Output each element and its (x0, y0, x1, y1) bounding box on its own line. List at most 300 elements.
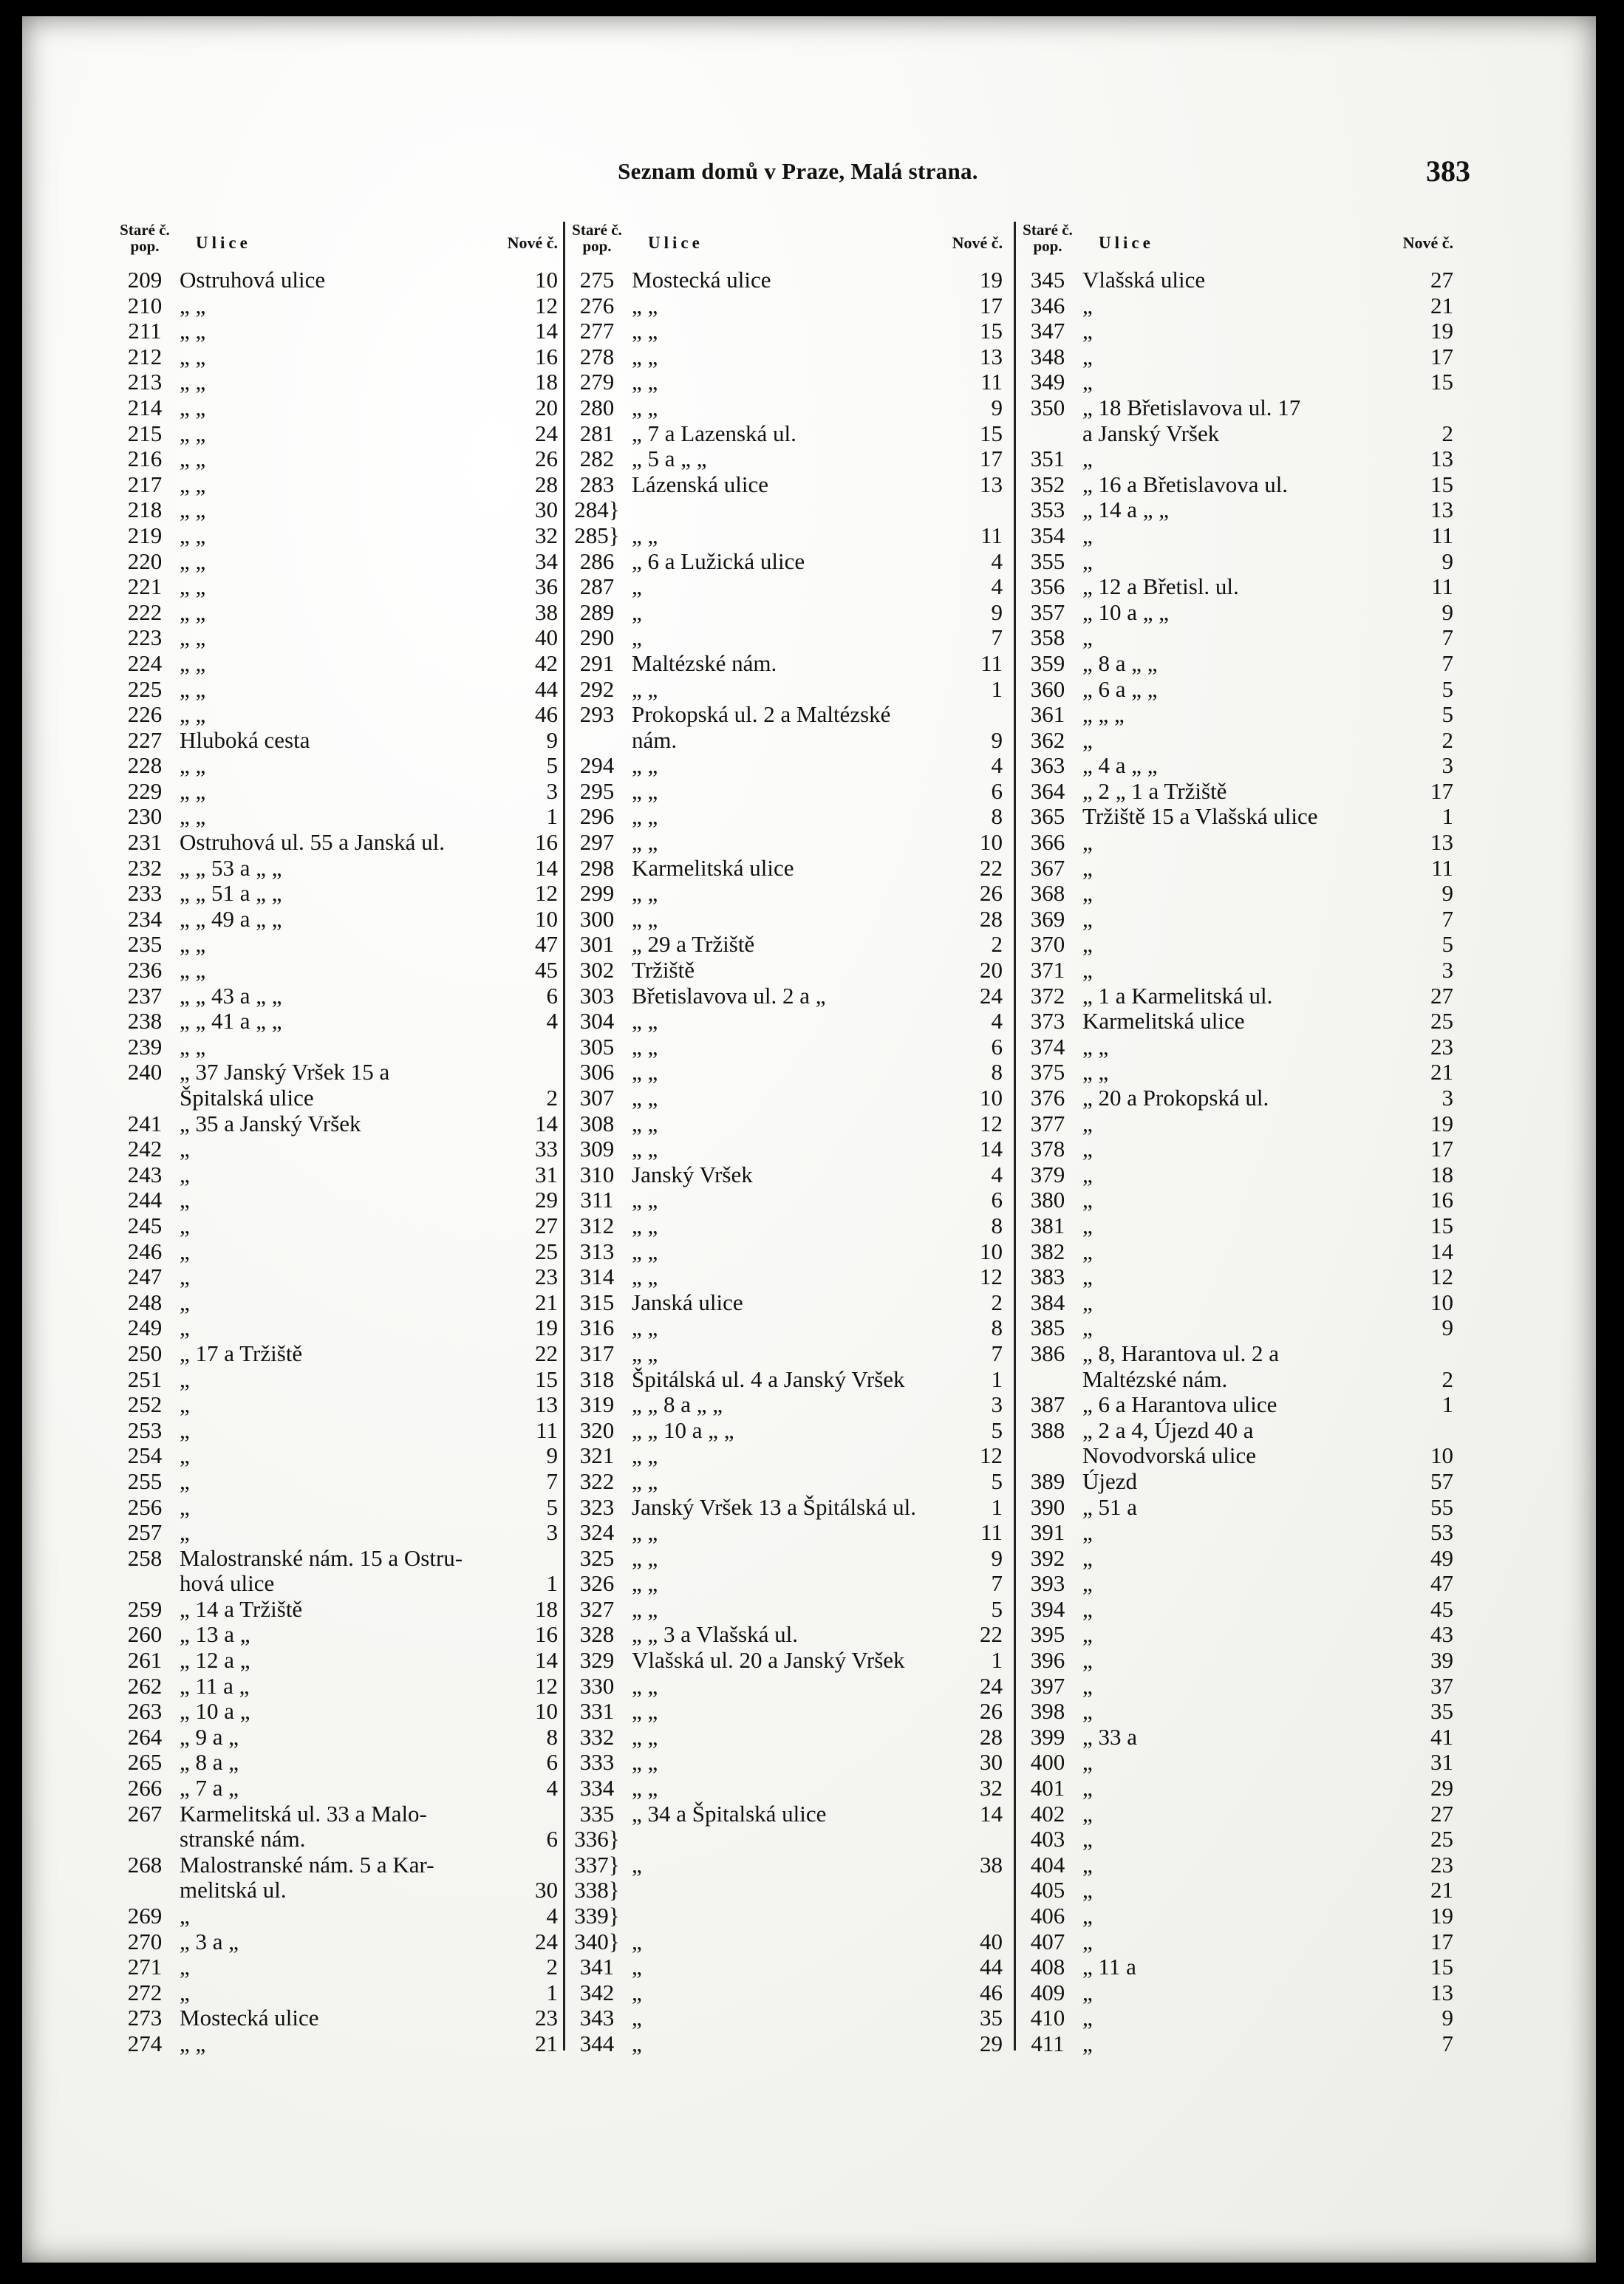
table-row (567, 1929, 1003, 1955)
street-name: „ „ (180, 293, 206, 318)
old-house-number: 298 (579, 854, 615, 881)
book-page (22, 16, 1596, 2263)
street-name: „ (1082, 1571, 1093, 1597)
new-house-number: 6 (546, 1749, 558, 1776)
street-name: „ (1082, 522, 1093, 548)
old-house-number: 245 (127, 1212, 163, 1238)
street-name: „ (180, 1315, 190, 1341)
street-name: „ (1082, 1289, 1093, 1315)
old-house-number: 270 (127, 1928, 163, 1954)
table-row (567, 1085, 1003, 1111)
new-house-number: 3 (1442, 752, 1453, 779)
table-row (567, 1852, 1003, 1878)
header-new-number: Nové č. (1402, 233, 1453, 252)
table-row (567, 625, 1003, 651)
new-house-number: 10 (980, 1238, 1003, 1264)
old-house-number: 232 (127, 854, 163, 881)
new-house-number: 2 (1442, 1366, 1453, 1392)
table-row (115, 1060, 558, 1085)
table-row (115, 574, 558, 600)
table-row (567, 1597, 1003, 1623)
table-row (567, 1239, 1003, 1265)
header-new-number: Nové č. (952, 233, 1003, 252)
street-name: „ „ (632, 369, 658, 395)
new-house-number (1403, 395, 1453, 421)
table-row (1017, 625, 1453, 651)
old-house-number: 364 (1030, 777, 1065, 804)
new-house-number: 4 (991, 752, 1003, 779)
table-row (1017, 702, 1453, 728)
new-house-number: 28 (980, 1723, 1003, 1750)
table-row (1017, 1520, 1453, 1546)
table-row (115, 651, 558, 677)
new-house-number: 17 (980, 292, 1003, 318)
new-house-number: 7 (991, 1340, 1003, 1366)
old-house-number: 275 (579, 267, 615, 293)
old-house-number: 228 (127, 752, 163, 779)
table-row (115, 753, 558, 779)
old-house-number: 317 (579, 1340, 615, 1366)
old-house-number: 309 (579, 1136, 615, 1162)
table-row (1017, 1009, 1453, 1034)
old-house-number: 247 (127, 1264, 163, 1290)
old-house-number: 323 (579, 1493, 615, 1520)
new-house-number: 11 (1431, 522, 1453, 548)
table-row (567, 1367, 1003, 1393)
street-name: „ (632, 625, 642, 651)
new-house-number: 27 (1430, 267, 1453, 293)
old-house-number: 227 (127, 726, 163, 753)
new-house-number: 9 (991, 599, 1003, 625)
street-name: „ 16 a Břetislavova ul. (1082, 471, 1289, 497)
street-name: „ (1082, 1699, 1093, 1725)
new-house-number: 53 (1430, 1519, 1453, 1546)
new-house-number: 10 (535, 905, 558, 932)
new-house-number: 44 (535, 675, 558, 702)
table-row (115, 318, 558, 344)
street-name: „ 9 a „ (180, 1724, 239, 1750)
old-house-number: 287 (579, 573, 615, 600)
street-name: „ 8, Harantova ul. 2 a (1082, 1340, 1279, 1366)
old-house-number: 319 (579, 1391, 615, 1418)
table-row (567, 1136, 1003, 1162)
new-house-number: 10 (1430, 1442, 1453, 1469)
old-house-number: 256 (127, 1493, 163, 1520)
old-house-number: 291 (579, 650, 615, 676)
new-house-number: 30 (980, 1749, 1003, 1776)
street-name: „ (1082, 855, 1093, 881)
new-house-number: 15 (980, 318, 1003, 344)
old-house-number: 397 (1030, 1672, 1065, 1699)
old-house-number: 354 (1030, 522, 1065, 548)
new-house-number: 8 (991, 1212, 1003, 1238)
old-house-number: 374 (1030, 1033, 1065, 1060)
new-house-number: 6 (546, 982, 558, 1009)
table-row (567, 804, 1003, 830)
table-row (567, 702, 1003, 728)
street-name: „ „ (632, 753, 658, 779)
running-head: Seznam domů v Praze, Malá strana. (618, 158, 978, 184)
street-name: „ (1082, 1596, 1093, 1622)
street-name: Karmelitská ulice (1082, 1009, 1245, 1034)
column-header (567, 222, 1003, 267)
street-name: „ „ 10 a „ „ (632, 1417, 734, 1443)
street-name: „ (1082, 1903, 1093, 1929)
street-name: „ 29 a Tržiště (632, 932, 755, 958)
old-house-number: 265 (127, 1749, 163, 1776)
street-name: Špitálská ul. 4 a Janský Vršek (632, 1366, 905, 1392)
old-house-number: 334 (579, 1775, 615, 1801)
old-house-number: 320 (579, 1417, 615, 1443)
new-house-number: 10 (1430, 1289, 1453, 1315)
old-house-number: 237 (127, 982, 163, 1009)
street-name: „ (1082, 1136, 1093, 1162)
table-row (567, 1469, 1003, 1495)
new-house-number (952, 702, 1003, 728)
new-house-number: 11 (1431, 854, 1453, 881)
street-name: Malostranské nám. 15 a Ostru- (180, 1545, 463, 1571)
old-house-number: 351 (1030, 446, 1065, 472)
new-house-number: 34 (535, 548, 558, 574)
old-house-number: 272 (127, 1979, 163, 2005)
street-name (627, 1903, 952, 1929)
street-name: „ (1082, 1852, 1093, 1878)
street-name: „ (1082, 1187, 1093, 1213)
old-house-number: 274 (127, 2030, 163, 2056)
old-house-number: 313 (579, 1238, 615, 1264)
new-house-number: 21 (535, 1289, 558, 1315)
new-house-number: 17 (980, 446, 1003, 472)
old-house-number: 218 (127, 497, 163, 523)
table-row (1017, 1929, 1453, 1955)
new-house-number: 7 (1442, 650, 1453, 676)
table-row (115, 421, 558, 447)
new-house-number: 47 (1430, 1570, 1453, 1597)
old-house-number: 373 (1030, 1008, 1065, 1034)
street-name: „ (1082, 2031, 1093, 2056)
new-house-number: 15 (1430, 471, 1453, 497)
old-house-number: 314 (579, 1264, 615, 1290)
old-house-number: 216 (127, 446, 163, 472)
street-name: a Janský Vršek (1082, 420, 1220, 446)
street-name: „ (180, 1162, 190, 1187)
new-house-number: 26 (535, 446, 558, 472)
new-house-number: 8 (991, 1059, 1003, 1085)
new-house-number: 25 (1430, 1826, 1453, 1852)
street-name: Janská ulice (632, 1289, 743, 1315)
new-house-number: 9 (991, 726, 1003, 753)
table-row (567, 1827, 1003, 1852)
street-name: „ (180, 1366, 190, 1392)
new-house-number: 4 (991, 1161, 1003, 1187)
new-house-number: 9 (991, 394, 1003, 420)
new-house-number: 19 (1430, 318, 1453, 344)
new-house-number: 17 (1430, 1136, 1453, 1162)
street-name: Prokopská ul. 2 a Maltézské (632, 702, 891, 728)
old-house-number: 236 (127, 957, 163, 984)
street-name: „ 7 a Lazenská ul. (632, 420, 796, 446)
old-house-number: 273 (127, 2005, 163, 2031)
new-house-number: 6 (991, 1033, 1003, 1060)
table-row (1017, 830, 1453, 856)
table-row (1017, 1699, 1453, 1725)
new-house-number: 13 (1430, 829, 1453, 856)
street-name: Tržiště (632, 958, 695, 984)
street-name: „ (1082, 548, 1093, 574)
street-name: Újezd (1082, 1468, 1138, 1494)
street-name: „ „ (632, 1571, 658, 1597)
new-house-number: 12 (980, 1264, 1003, 1290)
old-house-number: 376 (1030, 1085, 1065, 1111)
old-house-number: 356 (1030, 573, 1065, 600)
old-house-number: 254 (127, 1442, 163, 1469)
new-house-number: 32 (980, 1775, 1003, 1801)
new-house-number: 1 (546, 1979, 558, 2005)
old-house-number: 302 (579, 957, 615, 984)
street-name: „ (1082, 293, 1093, 318)
old-house-number: 233 (127, 880, 163, 907)
new-house-number: 14 (535, 1110, 558, 1136)
table-row (567, 1571, 1003, 1597)
table-row (115, 984, 558, 1009)
old-house-number: 384 (1030, 1289, 1065, 1315)
table-row (567, 1443, 1003, 1469)
street-name: Lázenská ulice (632, 471, 769, 497)
street-name: „ (1082, 1673, 1093, 1699)
street-name: Ostruhová ulice (180, 267, 326, 293)
old-house-number: 386 (1030, 1340, 1065, 1366)
street-name: „ (1082, 2005, 1093, 2031)
old-house-number: 271 (127, 1954, 163, 1980)
table-row (1017, 574, 1453, 600)
street-name: „ 6 a „ „ (1082, 676, 1158, 702)
table-row (567, 1315, 1003, 1341)
old-house-number: 329 (579, 1647, 615, 1674)
street-name: „ „ (632, 1443, 658, 1469)
new-house-number: 16 (535, 343, 558, 369)
table-row (567, 549, 1003, 575)
street-name: „ 7 a „ (180, 1776, 239, 1801)
table-row (567, 1034, 1003, 1060)
old-house-number (115, 1827, 175, 1852)
old-house-number: 326 (579, 1570, 615, 1597)
new-house-number: 5 (991, 1417, 1003, 1443)
street-name: „ (180, 1213, 190, 1238)
street-name: „ (1082, 727, 1093, 753)
old-house-number: 388 (1030, 1417, 1065, 1443)
street-name: „ „ (632, 1545, 658, 1571)
table-row (567, 1264, 1003, 1290)
old-house-number: 316 (579, 1315, 615, 1341)
new-house-number (952, 497, 1003, 523)
old-house-number: 213 (127, 369, 163, 395)
street-name: „ „ (180, 574, 206, 600)
table-row (567, 958, 1003, 984)
old-house-number: 365 (1030, 803, 1065, 830)
street-name: „ „ (180, 522, 206, 548)
street-name: „ 20 a Prokopská ul. (1082, 1085, 1269, 1111)
table-row (115, 1725, 558, 1751)
street-name: „ (1082, 1162, 1093, 1187)
old-house-number: 385 (1030, 1315, 1065, 1341)
street-name: Špitalská ulice (180, 1085, 314, 1111)
table-row (115, 1801, 558, 1827)
header-old-number: Staré č. pop. (1023, 221, 1073, 255)
old-house-number: 382 (1030, 1238, 1065, 1264)
old-house-number: 300 (579, 905, 615, 932)
table-row (115, 958, 558, 984)
new-house-number: 15 (980, 420, 1003, 446)
table-row (1017, 1980, 1453, 2006)
street-name: „ 1 a Karmelitská ul. (1082, 983, 1273, 1009)
street-name: „ (632, 1954, 642, 1980)
old-house-number: 212 (127, 343, 163, 369)
new-house-number: 13 (1430, 446, 1453, 472)
old-house-number: 235 (127, 931, 163, 958)
street-name: „ (1082, 830, 1093, 856)
table-row (1017, 651, 1453, 677)
street-name: „ (1082, 1801, 1093, 1827)
old-house-number: 330 (579, 1672, 615, 1699)
new-house-number: 4 (546, 1903, 558, 1929)
table-row (115, 1239, 558, 1265)
old-house-number: 400 (1030, 1749, 1065, 1776)
street-name: „ (1082, 318, 1093, 344)
table-row (115, 267, 558, 293)
new-house-number: 4 (991, 548, 1003, 574)
street-name: „ (180, 1238, 190, 1264)
table-row (1017, 1085, 1453, 1111)
old-house-number: 387 (1030, 1391, 1065, 1418)
old-house-number: 361 (1030, 701, 1065, 728)
old-house-number: 249 (127, 1315, 163, 1341)
table-row (1017, 1495, 1453, 1521)
table-row (115, 1418, 558, 1444)
old-house-number: 380 (1030, 1187, 1065, 1213)
table-row (1017, 446, 1453, 472)
old-house-number: 406 (1030, 1903, 1065, 1929)
old-house-number (1017, 421, 1078, 447)
old-house-number: 223 (127, 624, 163, 651)
old-house-number: 293 (579, 701, 615, 728)
table-row (567, 753, 1003, 779)
old-house-number: 407 (1030, 1928, 1065, 1954)
new-house-number: 10 (535, 1698, 558, 1725)
street-name: „ „ (180, 958, 206, 984)
street-name: „ „ (632, 1187, 658, 1213)
new-house-number: 3 (546, 1519, 558, 1546)
street-name: „ „ (180, 318, 206, 344)
street-name: „ „ 53 a „ „ (180, 855, 282, 881)
street-name: „ (632, 1929, 642, 1954)
old-house-number: 381 (1030, 1212, 1065, 1238)
new-house-number (508, 1060, 558, 1085)
street-name: „ „ (180, 625, 206, 651)
table-row (567, 1060, 1003, 1085)
table-row (567, 1954, 1003, 1980)
street-name: „ „ (180, 420, 206, 446)
street-name: „ (1082, 932, 1093, 958)
table-row (115, 1187, 558, 1213)
old-house-number: 409 (1030, 1979, 1065, 2005)
new-house-number: 40 (980, 1928, 1003, 1954)
street-name: „ (1082, 1213, 1093, 1238)
new-house-number: 2 (991, 1289, 1003, 1315)
page-number: 383 (1426, 154, 1470, 188)
street-name: „ (1082, 1878, 1093, 1903)
table-row (115, 728, 558, 754)
old-house-number: 344 (579, 2030, 615, 2056)
street-name: „ (632, 574, 642, 600)
street-name: „ (1082, 958, 1093, 984)
table-row (567, 1009, 1003, 1034)
new-house-number: 30 (535, 497, 558, 523)
header-street: Ulice (648, 233, 703, 252)
street-name: „ (1082, 1545, 1093, 1571)
street-name: Ostruhová ul. 55 a Janská ul. (180, 830, 446, 856)
new-house-number: 19 (980, 267, 1003, 293)
table-row (1017, 1443, 1453, 1469)
street-name: „ „ (632, 1238, 658, 1264)
old-house-number: 250 (127, 1340, 163, 1366)
new-house-number: 33 (535, 1136, 558, 1162)
table-row (567, 1392, 1003, 1418)
new-house-number: 1 (991, 675, 1003, 702)
table-row (1017, 549, 1453, 575)
old-house-number: 377 (1030, 1110, 1065, 1136)
new-house-number: 8 (991, 803, 1003, 830)
table-row (567, 677, 1003, 703)
old-house-number: 336} (574, 1826, 620, 1852)
new-house-number: 6 (991, 1187, 1003, 1213)
register-column-1 (115, 222, 558, 2057)
street-name: „ „ (632, 344, 658, 369)
new-house-number: 12 (1430, 1264, 1453, 1290)
table-row (115, 1341, 558, 1367)
street-name: „ „ (1082, 1034, 1109, 1060)
table-row (1017, 753, 1453, 779)
street-name (627, 1827, 952, 1852)
new-house-number: 4 (546, 1008, 558, 1034)
old-house-number: 369 (1030, 905, 1065, 932)
new-house-number: 46 (980, 1979, 1003, 2005)
street-name: Mostecká ulice (180, 2005, 319, 2031)
street-name: „ (1082, 1111, 1093, 1136)
new-house-number: 28 (980, 905, 1003, 932)
table-row (1017, 1392, 1453, 1418)
new-house-number: 3 (546, 777, 558, 804)
old-house-number: 244 (127, 1187, 163, 1213)
old-house-number: 360 (1030, 675, 1065, 702)
street-name: „ (1082, 1827, 1093, 1852)
old-house-number: 297 (579, 829, 615, 856)
street-name: „ „ (632, 906, 658, 932)
street-name: „ „ (180, 778, 206, 804)
old-house-number: 393 (1030, 1570, 1065, 1597)
new-house-number: 9 (1442, 880, 1453, 907)
table-row (567, 1290, 1003, 1316)
table-row (567, 1878, 1003, 1903)
table-row (115, 830, 558, 856)
street-name: „ „ (180, 471, 206, 497)
new-house-number: 9 (546, 726, 558, 753)
table-row (1017, 600, 1453, 626)
new-house-number: 22 (535, 1340, 558, 1366)
old-house-number: 352 (1030, 471, 1065, 497)
street-name: „ „ (180, 2031, 206, 2056)
old-house-number: 282 (579, 446, 615, 472)
table-row (1017, 1827, 1453, 1852)
